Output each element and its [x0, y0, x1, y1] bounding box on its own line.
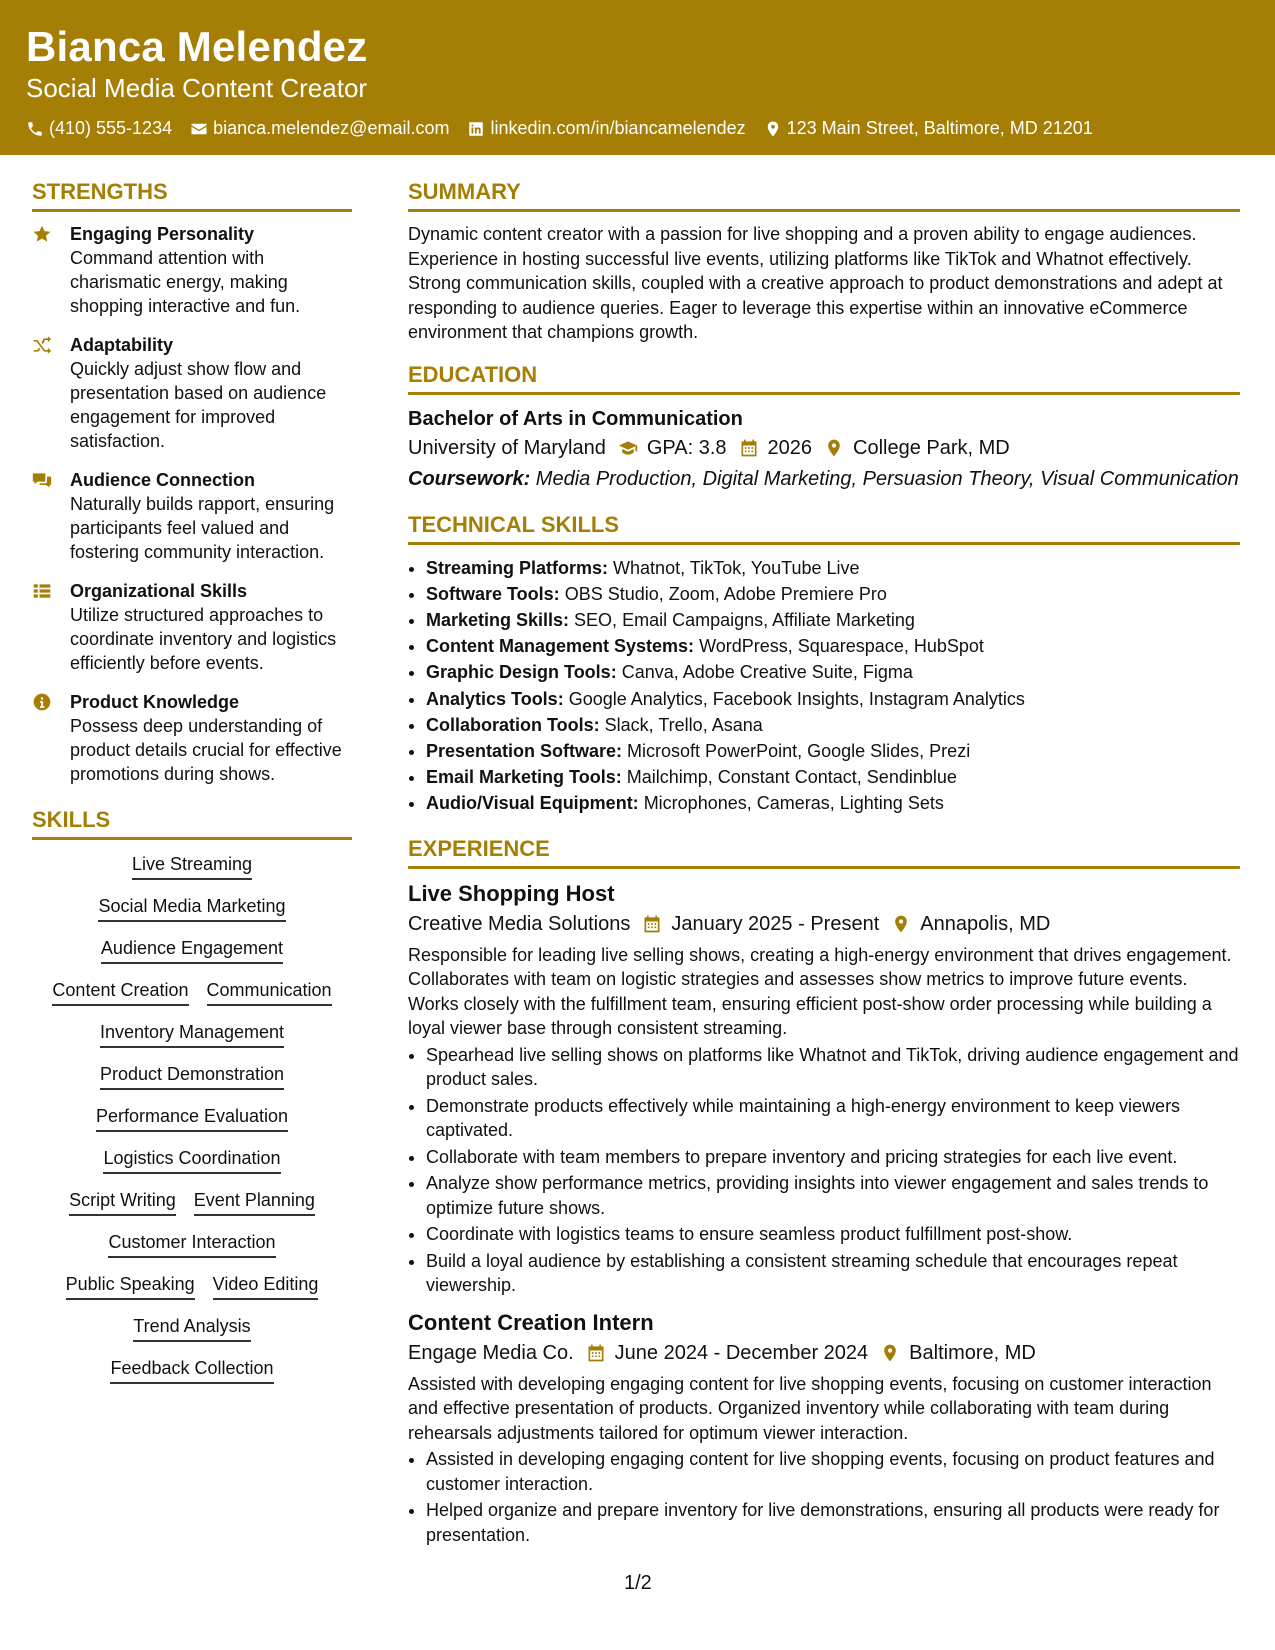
phone-icon	[26, 120, 44, 138]
list-item	[426, 659, 1240, 685]
strength-item	[32, 222, 352, 318]
list-item: • Coordinate with logistics teams to ensure seamless product fulfillment post-show.	[426, 1222, 1240, 1247]
job-role: Live Shopping Host	[408, 880, 615, 906]
map-marker-icon	[824, 438, 844, 458]
skill-tag: Social Media Marketing	[98, 894, 285, 922]
map-marker-icon	[891, 914, 911, 934]
list-item: • Helped organize and prepare inventory for live demonstrations, ensuring all products were ready for presentation.	[426, 1498, 1240, 1547]
tech-skill-label: Content Management Systems:	[426, 636, 695, 657]
list-item	[426, 555, 1240, 581]
map-marker-icon	[764, 120, 782, 138]
tech-skill-value: Google Analytics, Facebook Insights, Instagram Analytics	[563, 688, 1025, 709]
location-item	[880, 1338, 1036, 1368]
skill-tag: Inventory Management	[100, 1020, 284, 1048]
education-meta	[408, 433, 1240, 463]
experience-heading: EXPERIENCE	[408, 835, 1240, 869]
strength-item	[32, 468, 352, 564]
strength-item	[32, 333, 352, 453]
list-item	[426, 581, 1240, 607]
year-item	[739, 433, 813, 463]
dates-text: January 2025 - Present	[671, 912, 880, 935]
strength-desc: Naturally builds rapport, ensuring participants feel valued and fostering community interaction.	[70, 494, 335, 562]
coursework-text: Media Production, Digital Marketing, Persuasion Theory, Visual Communication	[530, 467, 1239, 490]
skill-tag: Audience Engagement	[101, 936, 283, 964]
dates-text: June 2024 - December 2024	[614, 1341, 869, 1364]
star-icon	[32, 224, 52, 244]
strength-item	[32, 690, 352, 786]
tech-skill-label: Email Marketing Tools:	[426, 767, 622, 788]
tech-skill-value: Whatnot, TikTok, YouTube Live	[608, 557, 860, 578]
skill-tag: Performance Evaluation	[96, 1104, 288, 1132]
skill-tag: Trend Analysis	[133, 1314, 250, 1342]
technical-skills-heading: TECHNICAL SKILLS	[408, 511, 1240, 545]
strength-item	[32, 579, 352, 675]
calendar-icon	[739, 438, 759, 458]
shuffle-icon	[32, 335, 52, 355]
calendar-icon	[586, 1343, 606, 1363]
skills-cloud	[32, 852, 352, 1384]
location-text: Baltimore, MD	[909, 1341, 1036, 1364]
skills-heading: SKILLS	[32, 806, 352, 840]
tech-skill-label: Software Tools:	[426, 583, 560, 604]
candidate-title: Social Media Content Creator	[26, 73, 368, 103]
resume-header	[0, 0, 1275, 155]
list-item: • Demonstrate products effectively while maintaining a high-energy environment to keep viewers captivated.	[426, 1094, 1240, 1143]
skill-tag: Content Creation	[52, 978, 188, 1006]
right-column	[408, 178, 1240, 1549]
gpa-item	[618, 433, 727, 463]
company-name: Engage Media Co.	[408, 1341, 574, 1364]
company-name: Creative Media Solutions	[408, 912, 631, 935]
summary-text: Dynamic content creator with a passion for live shopping and a proven ability to engage audiences. Experience in hosting successful live events, utilizing platforms like TikTok and Whatnot effectively. Strong communication skills, coupled with a creative approach to product demonstrations and adept at responding to audience queries. Eager to leverage this expertise within an innovative eCommerce environment that champions growth.	[408, 224, 1223, 342]
coursework	[408, 467, 1240, 491]
tech-skill-value: Microsoft PowerPoint, Google Slides, Prezi	[622, 740, 971, 761]
strength-title: Product Knowledge	[70, 692, 240, 712]
tech-skill-label: Graphic Design Tools:	[426, 662, 617, 683]
skill-tag: Video Editing	[213, 1272, 319, 1300]
tech-skill-label: Collaboration Tools:	[426, 714, 600, 735]
tech-skill-label: Marketing Skills:	[426, 609, 570, 630]
skill-tag: Feedback Collection	[110, 1356, 273, 1384]
tech-skill-value: SEO, Email Campaigns, Affiliate Marketing	[569, 609, 915, 630]
left-column	[32, 178, 352, 1398]
job-entry	[408, 879, 1240, 1298]
graduation-cap-icon	[618, 438, 638, 458]
contact-phone[interactable]	[26, 118, 172, 139]
location-text: College Park, MD	[853, 436, 1010, 459]
job-role: Content Creation Intern	[408, 1309, 654, 1335]
address-text: 123 Main Street, Baltimore, MD 21201	[786, 118, 1093, 138]
list-item	[426, 607, 1240, 633]
skill-tag: Live Streaming	[132, 852, 252, 880]
contact-linkedin[interactable]	[467, 118, 745, 139]
strength-title: Organizational Skills	[70, 581, 248, 601]
tech-skill-label: Streaming Platforms:	[426, 557, 609, 578]
list-item	[426, 790, 1240, 816]
strength-desc: Possess deep understanding of product details crucial for effective promotions during shows.	[70, 716, 342, 784]
tech-skill-value: WordPress, Squarespace, HubSpot	[694, 636, 984, 657]
location-item	[891, 909, 1050, 939]
info-icon	[32, 692, 52, 712]
tech-skill-label: Presentation Software:	[426, 740, 623, 761]
job-entry	[408, 1308, 1240, 1548]
list-item	[426, 712, 1240, 738]
skill-tag: Communication	[207, 978, 332, 1006]
education-heading: EDUCATION	[408, 361, 1240, 395]
strength-desc: Quickly adjust show flow and presentation based on audience engagement for improved satisfaction.	[70, 359, 327, 451]
job-description: Responsible for leading live selling shows, creating a high-energy environment that drives engagement. Collaborates with team on logistic strategies and assesses show metrics to improve future events. Works closely with the fulfillment team, ensuring efficient post-show order processing while building a loyal viewer base through consistent streaming.	[408, 944, 1232, 1039]
contact-bar	[26, 118, 1249, 139]
dates-item	[642, 909, 879, 939]
envelope-icon	[190, 120, 208, 138]
strength-desc: Utilize structured approaches to coordinate inventory and logistics efficiently before events.	[70, 605, 337, 673]
skill-tag: Event Planning	[194, 1188, 315, 1216]
skill-tag: Logistics Coordination	[103, 1146, 280, 1174]
list-item: • Collaborate with team members to prepare inventory and pricing strategies for each live event.	[426, 1145, 1240, 1170]
list-item	[426, 738, 1240, 764]
tech-skill-value: Canva, Adobe Creative Suite, Figma	[616, 662, 913, 683]
job-bullets	[408, 1043, 1240, 1298]
year-text: 2026	[767, 436, 813, 459]
contact-address	[764, 118, 1093, 139]
list-icon	[32, 581, 52, 601]
job-description: Assisted with developing engaging content for live shopping events, focusing on customer interaction and effective presentation of products. Organized inventory while collaborating with team during rehearsals adjustments tailored for optimum viewer interaction.	[408, 1373, 1212, 1443]
technical-skills-list	[408, 555, 1240, 817]
job-bullets	[408, 1447, 1240, 1547]
job-meta	[408, 1338, 1240, 1368]
linkedin-text: linkedin.com/in/biancamelendez	[490, 118, 746, 138]
strength-desc: Command attention with charismatic energy, making shopping interactive and fun.	[70, 248, 301, 316]
school-name: University of Maryland	[408, 436, 606, 459]
strength-title: Engaging Personality	[70, 224, 255, 244]
candidate-name: Bianca Melendez	[26, 23, 368, 70]
tech-skill-label: Audio/Visual Equipment:	[426, 793, 639, 814]
degree-title: Bachelor of Arts in Communication	[408, 407, 743, 430]
strength-title: Audience Connection	[70, 470, 256, 490]
job-meta	[408, 909, 1240, 939]
dates-item	[586, 1338, 869, 1368]
list-item: • Spearhead live selling shows on platforms like Whatnot and TikTok, driving audience engagement and product sales.	[426, 1043, 1240, 1092]
coursework-label: Coursework:	[408, 467, 531, 490]
skill-tag: Customer Interaction	[108, 1230, 275, 1258]
tech-skill-value: Microphones, Cameras, Lighting Sets	[638, 793, 944, 814]
location-text: Annapolis, MD	[920, 912, 1051, 935]
list-item: • Build a loyal audience by establishing a consistent streaming schedule that encourages repeat viewership.	[426, 1249, 1240, 1298]
page-number: 1/2	[624, 1572, 652, 1594]
strengths-heading: STRENGTHS	[32, 178, 352, 212]
comments-icon	[32, 470, 52, 490]
skill-tag: Product Demonstration	[100, 1062, 284, 1090]
calendar-icon	[642, 914, 662, 934]
list-item: • Analyze show performance metrics, providing insights into viewer engagement and sales trends to optimize future shows.	[426, 1171, 1240, 1220]
location-item	[824, 433, 1010, 463]
strength-title: Adaptability	[70, 335, 174, 355]
gpa-text: GPA: 3.8	[646, 436, 727, 459]
list-item	[426, 686, 1240, 712]
skill-tag: Script Writing	[69, 1188, 176, 1216]
email-text: bianca.melendez@email.com	[213, 118, 450, 138]
tech-skill-label: Analytics Tools:	[426, 688, 564, 709]
linkedin-icon	[467, 120, 485, 138]
list-item	[426, 764, 1240, 790]
list-item	[426, 633, 1240, 659]
list-item: • Assisted in developing engaging content for live shopping events, focusing on product features and customer interaction.	[426, 1447, 1240, 1496]
summary-heading: SUMMARY	[408, 178, 1240, 212]
tech-skill-value: Slack, Trello, Asana	[599, 714, 763, 735]
tech-skill-value: OBS Studio, Zoom, Adobe Premiere Pro	[559, 583, 887, 604]
tech-skill-value: Mailchimp, Constant Contact, Sendinblue	[621, 767, 957, 788]
contact-email[interactable]	[190, 118, 449, 139]
skill-tag: Public Speaking	[66, 1272, 195, 1300]
phone-text: (410) 555-1234	[49, 118, 173, 138]
map-marker-icon	[880, 1343, 900, 1363]
